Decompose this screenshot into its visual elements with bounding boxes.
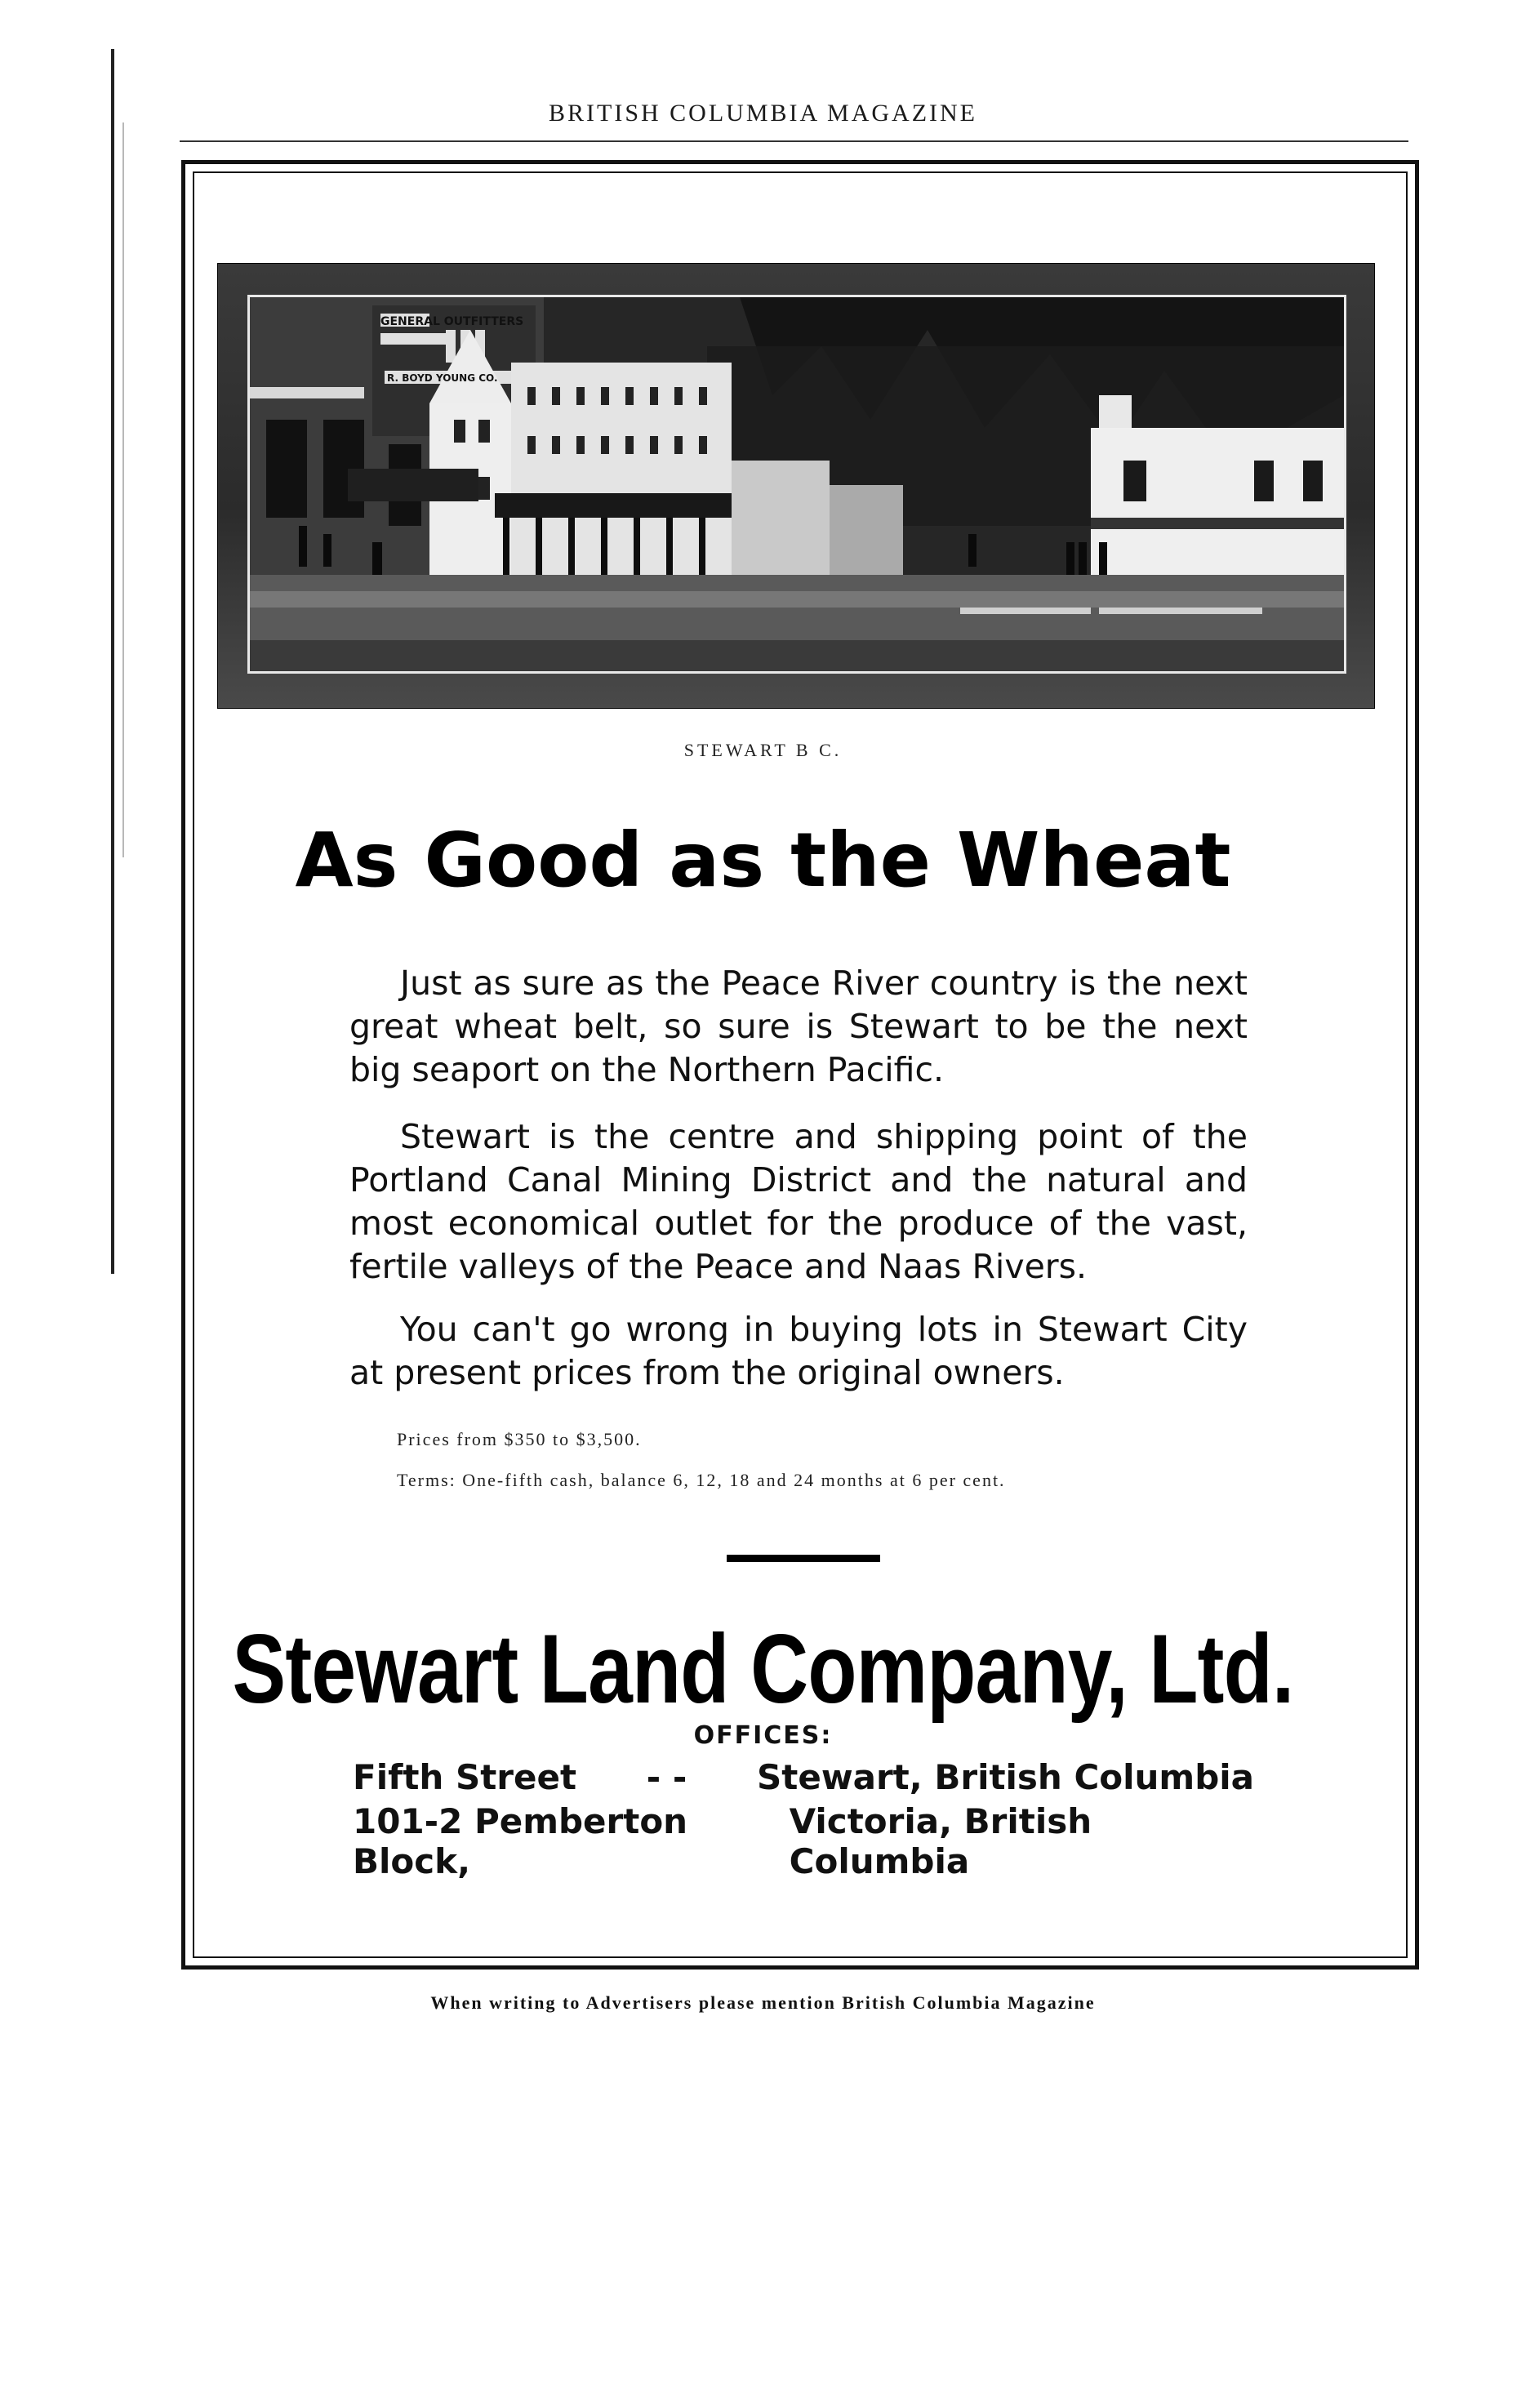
address-city: Victoria, British Columbia xyxy=(789,1801,1092,1881)
address-separator: - - xyxy=(646,1757,687,1797)
header-rule xyxy=(180,140,1408,142)
address-line xyxy=(353,1757,1254,1797)
body-paragraph xyxy=(349,962,1248,1092)
prices-line: Prices from $350 to $3,500. xyxy=(397,1429,642,1449)
photo-caption: STEWART B C. xyxy=(683,740,843,760)
store-sign-text: GENERAL OUTFITTERS xyxy=(380,315,524,328)
address-street: 101-2 Pemberton Block, xyxy=(353,1801,688,1881)
street-photo xyxy=(217,263,1375,709)
address-street: Fifth Street xyxy=(353,1757,577,1797)
paragraph-text: You can't go wrong in buying lots in Stewart City at present prices from the original owners. xyxy=(349,1310,1248,1392)
running-head: BRITISH COLUMBIA MAGAZINE xyxy=(549,100,977,127)
store-sign-text: R. BOYD YOUNG CO. xyxy=(387,372,498,384)
footer-note: When writing to Advertisers please mention British Columbia Magazine xyxy=(430,1992,1096,2013)
address-city: Stewart, British Columbia xyxy=(757,1757,1254,1797)
headline: As Good as the Wheat xyxy=(295,817,1231,904)
section-divider xyxy=(727,1555,880,1562)
street-scene-illustration xyxy=(250,297,1344,671)
body-paragraph xyxy=(349,1308,1248,1395)
paragraph-text: Stewart is the centre and shipping point of the Portland Canal Mining District and the natural and most economical outlet for the produce of the vast, fertile valleys of the Peace and Naas Rivers. xyxy=(349,1117,1248,1286)
street-photo-inset xyxy=(247,295,1346,674)
scan-edge-artifact xyxy=(111,49,114,1274)
body-paragraph xyxy=(349,1115,1248,1289)
paragraph-text: Just as sure as the Peace River country is the next great wheat belt, so sure is Stewart to be the next big seaport on the Northern Pacific. xyxy=(349,964,1248,1089)
address-line xyxy=(353,1801,1254,1881)
terms-line: Terms: One-fifth cash, balance 6, 12, 18 and 24 months at 6 per cent. xyxy=(397,1470,1006,1490)
offices-label: OFFICES: xyxy=(693,1721,833,1750)
company-name: Stewart Land Company, Ltd. xyxy=(232,1614,1294,1724)
